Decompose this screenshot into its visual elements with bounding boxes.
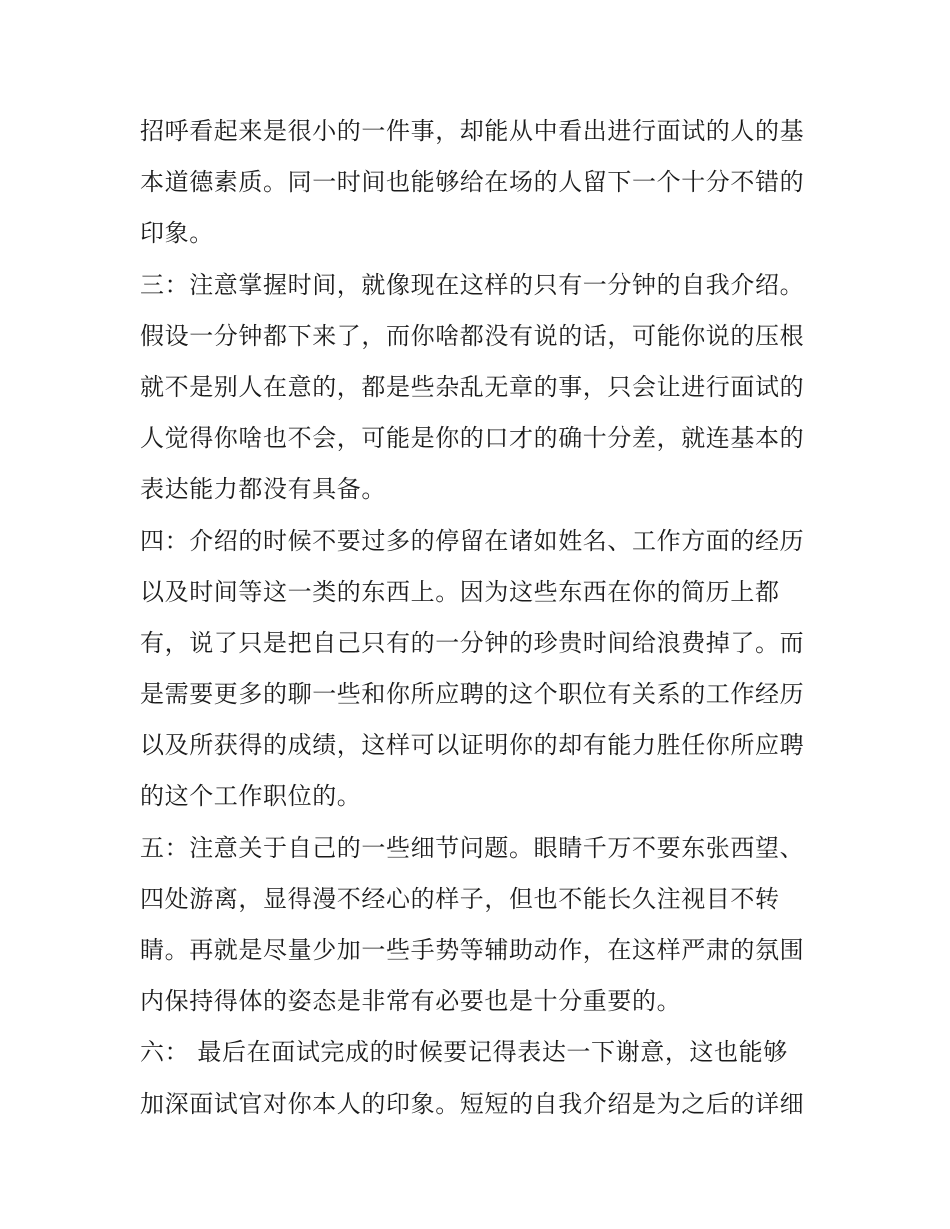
document-body xyxy=(140,106,820,1130)
text-line: 的这个工作职位的。 xyxy=(140,782,362,811)
text-line: 以及时间等这一类的东西上。因为这些东西在你的简历上都 xyxy=(140,577,780,606)
text-line: 内保持得体的姿态是非常有必要也是十分重要的。 xyxy=(140,987,682,1016)
text-line: 五：注意关于自己的一些细节问题。眼睛千万不要东张西望、 xyxy=(140,833,805,862)
text-line: 四：介绍的时候不要过多的停留在诸如姓名、工作方面的经历 xyxy=(140,526,805,555)
text-line: 表达能力都没有具备。 xyxy=(140,475,386,504)
text-line: 六： 最后在面试完成的时候要记得表达一下谢意，这也能够 xyxy=(140,1038,788,1067)
text-line: 是需要更多的聊一些和你所应聘的这个职位有关系的工作经历 xyxy=(140,680,805,709)
text-line: 以及所获得的成绩，这样可以证明你的却有能力胜任你所应聘 xyxy=(140,731,805,760)
text-line: 三：注意掌握时间，就像现在这样的只有一分钟的自我介绍。 xyxy=(140,270,805,299)
text-line: 本道德素质。同一时间也能够给在场的人留下一个十分不错的 xyxy=(140,168,805,197)
text-line: 加深面试官对你本人的印象。短短的自我介绍是为之后的详细 xyxy=(140,1089,805,1118)
text-line: 印象。 xyxy=(140,219,214,248)
text-line: 就不是别人在意的，都是些杂乱无章的事，只会让进行面试的 xyxy=(140,372,805,401)
text-line: 有，说了只是把自己只有的一分钟的珍贵时间给浪费掉了。而 xyxy=(140,628,805,657)
text-line: 睛。再就是尽量少加一些手势等辅助动作，在这样严肃的氛围 xyxy=(140,936,805,964)
text-line: 假设一分钟都下来了，而你啥都没有说的话，可能你说的压根 xyxy=(140,321,805,350)
text-line: 招呼看起来是很小的一件事，却能从中看出进行面试的人的基 xyxy=(140,117,805,145)
text-line: 四处游离，显得漫不经心的样子，但也不能长久注视目不转 xyxy=(140,884,780,913)
text-line: 人觉得你啥也不会，可能是你的口才的确十分差，就连基本的 xyxy=(140,424,805,453)
